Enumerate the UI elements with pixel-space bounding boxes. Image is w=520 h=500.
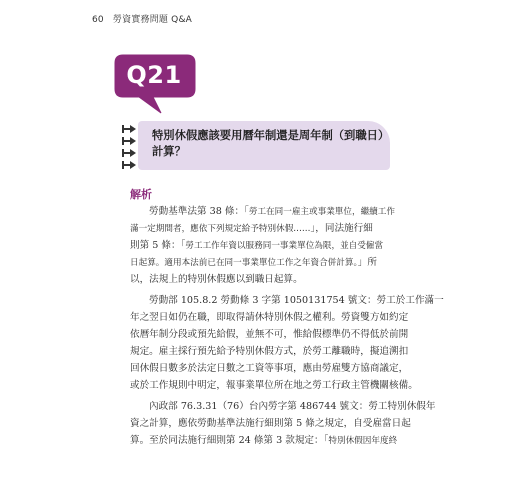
book-title: 勞資實務問題 Q&A [112, 15, 193, 25]
double-arrow-icon [122, 137, 136, 145]
running-header [92, 12, 192, 25]
question-line-1: 特別休假應該要用曆年制還是周年制（到職日） [152, 129, 390, 142]
paragraph-line [130, 237, 390, 254]
paragraph-line [130, 432, 398, 449]
paragraph-line: 資之計算，應依勞動基準法施行細則第 5 條之規定，自受雇當日起 [130, 418, 411, 429]
text-run: 算。至於同法施行細則第 24 條第 3 款規定：「 [130, 435, 329, 446]
double-arrow-icon [122, 149, 136, 157]
paragraph-line: 內政部 76.3.31（76）台內勞字第 486744 號文：勞工特別休假年 [149, 401, 436, 412]
question-badge [113, 51, 197, 115]
paragraph-line: 年之翌日如仍在職，即取得請休特別休假之權利。勞資雙方如約定 [130, 312, 409, 323]
text-run: 則第 5 條：「 [130, 240, 186, 251]
paragraph-line: 規定。雇主採行預先給予特別休假方式，於勞工離職時，擬追溯扣 [130, 346, 409, 357]
text-run: 」，同法施行細 [310, 223, 373, 234]
double-arrow-icon [122, 161, 136, 169]
paragraph-line: 以，法規上的特別休假應以到職日起算。 [130, 274, 303, 285]
text-run: 」所 [357, 257, 377, 268]
paragraph-line: 或於工作規則中明定，報事業單位所在地之勞工行政主管機關核備。 [130, 380, 418, 391]
badge-label: Q21 [126, 61, 182, 89]
question-bullets [122, 125, 136, 173]
question-text [152, 128, 390, 160]
paragraph-3 [130, 398, 436, 449]
paragraph-line: 勞動部 105.8.2 勞動條 3 字第 1050131754 號文：勞工於工作滿一 [149, 295, 444, 306]
quoted-text: 滿一定期間者，應依下列規定給予特別休假…… [130, 224, 311, 234]
paragraph-2 [130, 292, 444, 394]
section-title: 解析 [130, 188, 152, 201]
paragraph-line [130, 254, 390, 271]
quoted-text: 日起算。適用本法前已在同一事業單位工作之年資合併計算。 [130, 258, 358, 268]
quoted-text: 特別休假因年度終 [328, 436, 398, 446]
paragraph-line: 依曆年制分段或預先給假，並無不可，惟給假標準仍不得低於前開 [130, 329, 409, 340]
paragraph-1 [130, 203, 395, 288]
paragraph-line [130, 220, 390, 237]
quoted-text: 勞工工作年資以服務同一事業單位為限，並自受僱當 [185, 241, 384, 251]
text-run: 勞動基準法第 38 條：「 [149, 206, 249, 217]
quoted-text: 勞工在同一雇主或事業單位，繼續工作 [248, 207, 395, 217]
double-arrow-icon [122, 125, 136, 133]
paragraph-line [130, 203, 395, 220]
question-line-2: 計算？ [152, 145, 186, 158]
paragraph-line: 回休假日數多於法定日數之工資等事項，應由勞雇雙方協商議定， [130, 363, 409, 374]
page-number: 60 [92, 15, 104, 25]
